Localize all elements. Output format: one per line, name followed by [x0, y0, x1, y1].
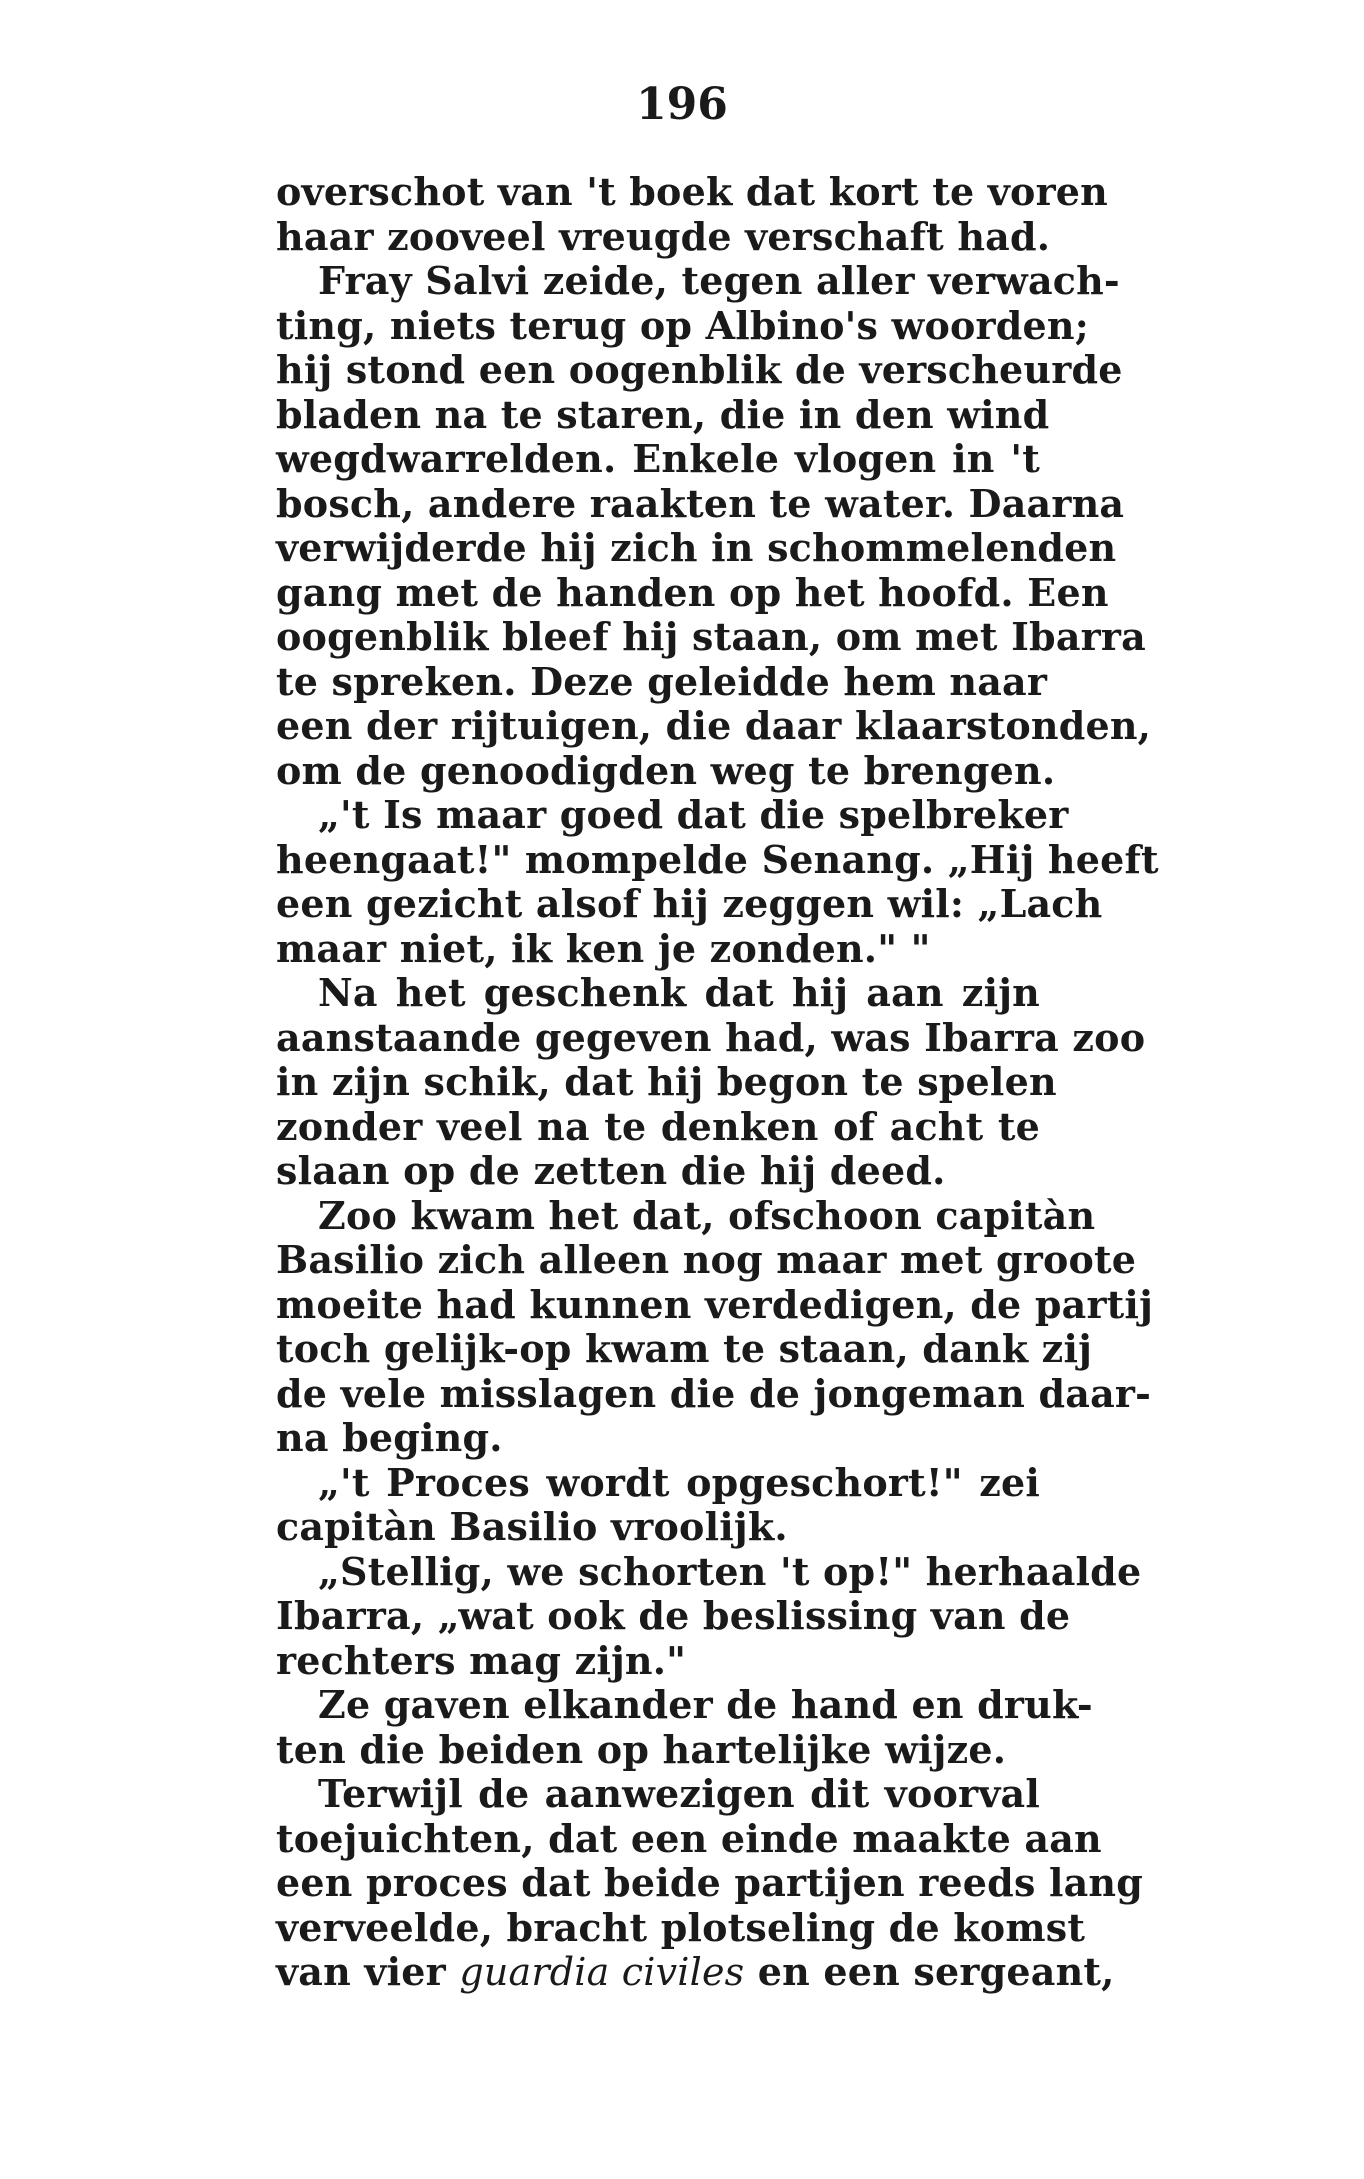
text-line: haar zooveel vreugde verschaft had.	[276, 213, 1051, 259]
text-line: heengaat!" mompelde Senang. „Hij heeft	[276, 836, 1159, 882]
text-line: overschot van 't boek dat kort te voren	[276, 169, 1108, 214]
page-number: 196	[636, 79, 728, 130]
text-segment: en een sergeant,	[744, 1949, 1115, 1994]
text-line: ten die beiden op hartelijke wijze.	[276, 1726, 1007, 1772]
text-line: aanstaande gegeven had, was Ibarra zoo	[276, 1014, 1146, 1060]
text-segment: van vier	[276, 1949, 460, 1994]
text-line: toejuichten, dat een einde maakte aan	[276, 1815, 1102, 1861]
text-line: Fray Salvi zeide, tegen aller verwach-	[318, 258, 1120, 303]
text-line: verwijderde hij zich in schommelenden	[276, 525, 1117, 570]
text-line: zonder veel na te denken of acht te	[276, 1103, 1040, 1149]
text-line: Terwijl de aanwezigen dit voorval	[318, 1771, 1040, 1816]
text-line: slaan op de zetten die hij deed.	[276, 1148, 946, 1193]
text-line: „'t Is maar goed dat die spelbreker	[318, 792, 1069, 837]
text-line: bosch, andere raakten te water. Daarna	[276, 480, 1125, 526]
text-line: Na het geschenk dat hij aan zijn	[318, 970, 1040, 1015]
text-line: Basilio zich alleen nog maar met groote	[276, 1237, 1137, 1282]
text-line: in zijn schik, dat hij begon te spelen	[276, 1059, 1057, 1104]
text-line: na beging.	[276, 1415, 503, 1460]
text-line: „Stellig, we schorten 't op!" herhaalde	[318, 1548, 1142, 1594]
body-text	[276, 169, 1159, 1995]
text-line: Zoo kwam het dat, ofschoon capitàn	[318, 1192, 1096, 1238]
text-line: de vele misslagen die de jongeman daar-	[276, 1370, 1152, 1416]
text-line: om de genoodigden weg te brengen.	[276, 747, 1056, 793]
text-line: ting, niets terug op Albino's woorden;	[276, 302, 1089, 348]
text-line	[276, 1949, 1115, 1995]
text-line: bladen na te staren, die in den wind	[276, 391, 1050, 437]
text-line: „'t Proces wordt opgeschort!" zei	[318, 1459, 1040, 1505]
text-line: een der rijtuigen, die daar klaarstonden,	[276, 703, 1152, 748]
text-line: toch gelijk-op kwam te staan, dank zij	[276, 1326, 1093, 1371]
italic-term: guardia civiles	[459, 1950, 745, 1994]
text-line: een gezicht alsof hij zeggen wil: „Lach	[276, 881, 1103, 926]
text-line: moeite had kunnen verdedigen, de partij	[276, 1281, 1154, 1327]
text-line: te spreken. Deze geleidde hem naar	[276, 658, 1048, 704]
text-line: rechters mag zijn."	[276, 1637, 687, 1683]
text-line: een proces dat beide partijen reeds lang	[276, 1860, 1144, 1905]
text-line: maar niet, ik ken je zonden." "	[276, 925, 931, 971]
text-line: hij stond een oogenblik de verscheurde	[276, 347, 1123, 392]
text-line: capitàn Basilio vroolijk.	[276, 1504, 788, 1549]
text-line: oogenblik bleef hij staan, om met Ibarra	[276, 614, 1146, 659]
text-line: gang met de handen op het hoofd. Een	[276, 569, 1109, 615]
text-line: Ze gaven elkander de hand en druk-	[318, 1682, 1093, 1727]
text-line: Ibarra, „wat ook de beslissing van de	[276, 1593, 1071, 1638]
text-line: verveelde, bracht plotseling de komst	[276, 1904, 1086, 1950]
text-line: wegdwarrelden. Enkele vlogen in 't	[276, 436, 1040, 481]
